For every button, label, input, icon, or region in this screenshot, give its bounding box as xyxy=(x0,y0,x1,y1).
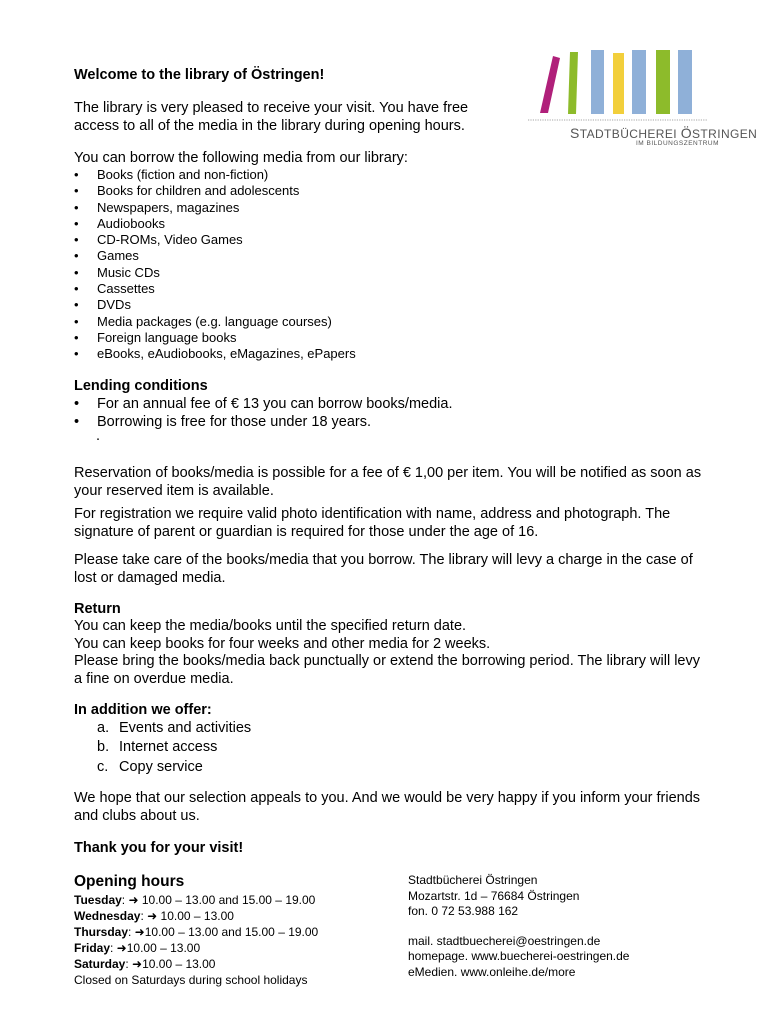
hours-day: Thursday xyxy=(74,925,129,939)
hours-row xyxy=(74,940,318,956)
hours-day: Tuesday xyxy=(74,893,122,907)
media-list xyxy=(74,167,356,363)
return-text xyxy=(74,618,704,688)
return-heading: Return xyxy=(74,601,121,617)
list-item: • Media packages (e.g. language courses) xyxy=(74,314,356,330)
list-item: • Foreign language books xyxy=(74,330,356,346)
hope-paragraph: We hope that our selection appeals to you. And we would be very happy if you inform your friends and clubs about us. xyxy=(74,790,701,824)
logo-bar-magenta xyxy=(540,56,560,113)
list-item-text: Internet access xyxy=(119,739,218,756)
offer-list xyxy=(97,719,251,777)
welcome-heading: Welcome to the library of Östringen! xyxy=(74,67,325,83)
trailing-dot: . xyxy=(96,428,101,444)
contact-address: Mozartstr. 1d – 76684 Östringen xyxy=(408,888,580,903)
lending-list xyxy=(74,395,452,431)
hours-times: : ➜10.00 – 13.00 xyxy=(125,957,216,971)
contact-phone: fon. 0 72 53.988 162 xyxy=(408,904,519,918)
care-paragraph: Please take care of the books/media that you borrow. The library will levy a charge in the case of lost or damaged media. xyxy=(74,552,693,586)
hours-day: Wednesday xyxy=(74,909,141,923)
list-item: • Newspapers, magazines xyxy=(74,200,356,216)
hours-day: Saturday xyxy=(74,957,126,971)
logo-bar-blue-1 xyxy=(591,50,604,114)
logo-bar-green-2 xyxy=(656,50,670,114)
reservation-paragraph: Reservation of books/media is possible for a fee of € 1,00 per item. You will be notified as soon as your reserved item is available. xyxy=(74,465,702,499)
logo-bar-green-1 xyxy=(568,52,578,114)
list-item: • DVDs xyxy=(74,297,356,313)
list-item: • Borrowing is free for those under 18 years. xyxy=(74,413,452,431)
hours-row xyxy=(74,892,318,908)
list-item: • eBooks, eAudiobooks, eMagazines, ePapers xyxy=(74,346,356,362)
opening-hours xyxy=(74,892,318,988)
contact-emedien: eMedien. www.onleihe.de/more xyxy=(408,964,576,979)
list-marker: b. xyxy=(97,739,110,756)
list-item: • For an annual fee of € 13 you can borrow books/media. xyxy=(74,395,452,413)
list-item: • Cassettes xyxy=(74,281,356,297)
hours-times: : ➜10.00 – 13.00 and 15.00 – 19.00 xyxy=(128,925,319,939)
contact-name: Stadtbücherei Östringen xyxy=(408,873,538,887)
return-line: You can keep the media/books until the specified return date. xyxy=(74,618,467,634)
offer-heading: In addition we offer: xyxy=(74,702,212,718)
return-line: You can keep books for four weeks and other media for 2 weeks. xyxy=(74,635,491,652)
hours-times: : ➜10.00 – 13.00 xyxy=(110,941,201,955)
intro-paragraph: The library is very pleased to receive your visit. You have free access to all of the media in the library during opening hours. xyxy=(74,100,469,134)
list-item: • Books (fiction and non-fiction) xyxy=(74,167,356,183)
logo-wordmark: STADTBÜCHEREI ÖSTRINGEN xyxy=(570,125,758,141)
hours-row xyxy=(74,956,318,972)
list-item: • Games xyxy=(74,248,356,264)
thanks-line: Thank you for your visit! xyxy=(74,840,244,856)
contact-mail: mail. stadtbuecherei@oestringen.de xyxy=(408,933,601,948)
hours-row xyxy=(74,924,318,940)
list-item: • CD-ROMs, Video Games xyxy=(74,232,356,248)
return-line: Please bring the books/media back punctually or extend the borrowing period. The library will levy a fine on overdue media. xyxy=(74,653,700,687)
list-item-text: Events and activities xyxy=(119,720,252,736)
hours-row xyxy=(74,908,318,924)
logo-bar-blue-3 xyxy=(678,50,692,114)
hours-times: : ➜ 10.00 – 13.00 xyxy=(140,909,234,923)
opening-hours-heading: Opening hours xyxy=(74,873,185,890)
lending-heading: Lending conditions xyxy=(74,378,208,394)
borrow-heading: You can borrow the following media from our library: xyxy=(74,150,408,166)
logo-bar-blue-2 xyxy=(632,50,646,114)
list-item xyxy=(97,719,251,738)
list-item xyxy=(97,738,251,757)
list-marker: a. xyxy=(97,720,110,736)
list-item: • Audiobooks xyxy=(74,216,356,232)
hours-day: Friday xyxy=(74,941,111,955)
list-item xyxy=(97,758,251,777)
registration-paragraph: For registration we require valid photo identification with name, address and photograph. The signature of parent or guardian is required for those under the age of 16. xyxy=(74,506,671,540)
logo-subtitle: IM BILDUNGSZENTRUM xyxy=(636,140,720,147)
contact-block xyxy=(408,873,629,980)
list-item: • Books for children and adolescents xyxy=(74,183,356,199)
contact-homepage: homepage. www.buecherei-oestringen.de xyxy=(408,949,630,963)
list-item-text: Copy service xyxy=(119,758,203,775)
hours-times: : ➜ 10.00 – 13.00 and 15.00 – 19.00 xyxy=(121,893,316,907)
hours-note: Closed on Saturdays during school holidays xyxy=(74,973,308,987)
logo-bar-yellow xyxy=(613,53,624,114)
list-item: • Music CDs xyxy=(74,265,356,281)
list-marker: c. xyxy=(97,758,109,775)
